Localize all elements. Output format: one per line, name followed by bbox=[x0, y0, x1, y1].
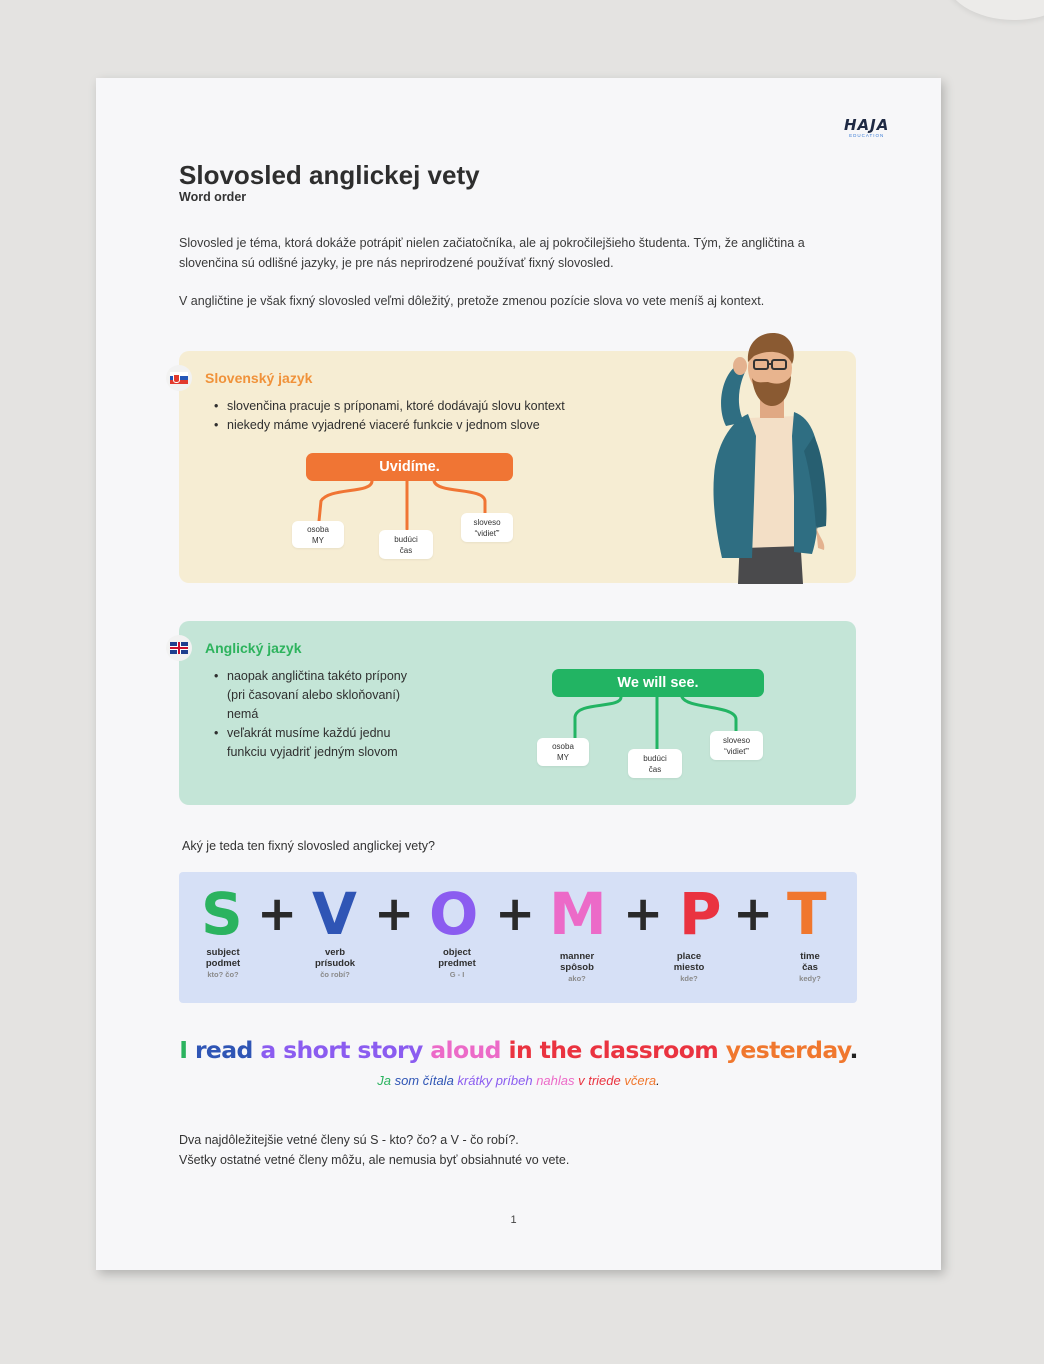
label-time bbox=[765, 952, 855, 985]
node-buduci-cas bbox=[628, 749, 682, 778]
sentence-translation bbox=[96, 1073, 941, 1088]
teacher-illustration bbox=[708, 326, 838, 584]
label-question: čo robí? bbox=[320, 970, 350, 979]
label-sk: spôsob bbox=[560, 961, 594, 973]
sentence-time: yesterday bbox=[725, 1036, 850, 1064]
node-line: osoba bbox=[552, 742, 574, 751]
translation-time: včera bbox=[624, 1073, 657, 1088]
label-question: G - I bbox=[449, 970, 465, 979]
page-subtitle: Word order bbox=[179, 190, 247, 204]
plus-sign: + bbox=[257, 886, 298, 942]
node-line: MY bbox=[311, 535, 324, 545]
translation-object: krátky príbeh bbox=[457, 1073, 537, 1088]
sentence-object: a short story bbox=[260, 1036, 431, 1064]
plus-sign: + bbox=[495, 886, 536, 942]
sentence-subject: I bbox=[179, 1036, 195, 1064]
label-sk: podmet bbox=[205, 957, 241, 969]
haja-logo bbox=[844, 116, 889, 138]
label-en: time bbox=[800, 951, 820, 962]
label-sk: prísudok bbox=[314, 957, 356, 969]
node-line: budúci bbox=[394, 534, 418, 544]
english-branch-lines bbox=[179, 621, 856, 805]
example-sentence bbox=[96, 1036, 941, 1064]
english-language-box bbox=[179, 621, 856, 805]
node-line: “vidieť” bbox=[474, 528, 500, 538]
uvidime-example-pill: Uvidíme. bbox=[306, 453, 513, 481]
label-sk: čas bbox=[802, 961, 818, 973]
formula-letter-s: S bbox=[201, 880, 243, 948]
node-sloveso bbox=[710, 731, 763, 760]
we-will-see-example-pill: We will see. bbox=[552, 669, 764, 697]
sentence-manner: aloud bbox=[430, 1036, 509, 1064]
label-en: manner bbox=[559, 951, 595, 962]
worksheet-page bbox=[96, 78, 941, 1270]
footer-line-2: Všetky ostatné vetné členy môžu, ale nemusia byť obsiahnuté vo vete. bbox=[179, 1153, 570, 1167]
footer-line-1: Dva najdôležitejšie vetné členy sú S - kto? čo? a V - čo robí?. bbox=[179, 1133, 519, 1147]
sentence-verb: read bbox=[194, 1036, 261, 1064]
node-osoba bbox=[537, 738, 589, 766]
label-en: object bbox=[443, 947, 471, 958]
plus-sign: + bbox=[733, 886, 774, 942]
node-line: MY bbox=[556, 753, 569, 762]
label-en: verb bbox=[324, 947, 346, 958]
label-subject bbox=[178, 948, 268, 981]
translation-place: v triede bbox=[578, 1073, 625, 1088]
slovak-box-title: Slovenský jazyk bbox=[205, 370, 313, 386]
formula-letter-m: M bbox=[549, 880, 607, 948]
label-question: ako? bbox=[568, 974, 586, 983]
label-question: kde? bbox=[680, 974, 698, 983]
background-plate bbox=[944, 0, 1044, 20]
label-question: kedy? bbox=[799, 974, 821, 983]
sentence-period: . bbox=[849, 1036, 858, 1064]
formula-letter-t: T bbox=[787, 880, 827, 948]
label-sk: predmet bbox=[438, 957, 476, 969]
translation-verb: som čítala bbox=[394, 1073, 458, 1088]
formula-letter-p: P bbox=[679, 880, 722, 948]
translation-subject: Ja bbox=[377, 1073, 395, 1088]
node-line: osoba bbox=[307, 524, 329, 534]
node-line: čas bbox=[648, 764, 662, 774]
formula-letter-o: O bbox=[429, 880, 479, 948]
intro-paragraph-1: Slovosled je téma, ktorá dokáže potrápiť nielen začiatočníka, ale aj pokročilejšieho študenta. Tým, že angličtina a slovenčina sú odlišné jazyky, je pre nás neprirodzené používať fixný slovosled. bbox=[179, 236, 805, 270]
formula-letter-v: V bbox=[312, 880, 357, 948]
page-title: Slovosled anglickej vety bbox=[179, 160, 480, 190]
sentence-place: in the classroom bbox=[508, 1036, 726, 1064]
node-line: budúci bbox=[643, 753, 667, 763]
label-manner bbox=[532, 952, 622, 985]
translation-manner: nahlas bbox=[536, 1073, 579, 1088]
label-en: place bbox=[676, 951, 702, 962]
logo-subtext: EDUCATION bbox=[849, 133, 885, 138]
page-number: 1 bbox=[510, 1214, 517, 1226]
node-line: čas bbox=[399, 545, 413, 555]
node-sloveso bbox=[461, 513, 513, 542]
list-item: • naopak angličtina takéto prípony (pri časovaní alebo skloňovaní) nemá bbox=[227, 667, 427, 724]
plus-sign: + bbox=[623, 886, 664, 942]
node-osoba bbox=[292, 521, 344, 548]
list-item: • slovenčina pracuje s príponami, ktoré dodávajú slovu kontext bbox=[227, 397, 565, 416]
logo-text: HAJA bbox=[844, 116, 890, 134]
node-line: sloveso bbox=[722, 735, 751, 745]
plus-sign: + bbox=[374, 886, 415, 942]
node-line: sloveso bbox=[473, 517, 501, 527]
label-sk: miesto bbox=[673, 961, 705, 973]
list-item: • veľakrát musíme každú jednu funkciu vyjadriť jedným slovom bbox=[227, 724, 427, 762]
node-buduci-cas bbox=[379, 530, 433, 559]
label-place bbox=[644, 952, 734, 985]
footer-note bbox=[179, 1130, 569, 1170]
node-line: “vidieť” bbox=[724, 746, 749, 756]
label-question: kto? čo? bbox=[207, 970, 239, 979]
label-en: subject bbox=[206, 947, 240, 958]
english-box-title: Anglický jazyk bbox=[205, 640, 302, 656]
label-object bbox=[412, 948, 502, 981]
list-item: • niekedy máme vyjadrené viaceré funkcie v jednom slove bbox=[227, 416, 565, 435]
translation-period: . bbox=[656, 1073, 660, 1088]
label-verb bbox=[290, 948, 380, 981]
word-order-question: Aký je teda ten fixný slovosled anglickej vety? bbox=[182, 839, 435, 853]
intro-paragraph-2: V angličtine je však fixný slovosled veľmi dôležitý, pretože zmenou pozície slova vo vete meníš aj kontext. bbox=[179, 294, 765, 308]
svompt-formula-panel bbox=[179, 872, 857, 1003]
